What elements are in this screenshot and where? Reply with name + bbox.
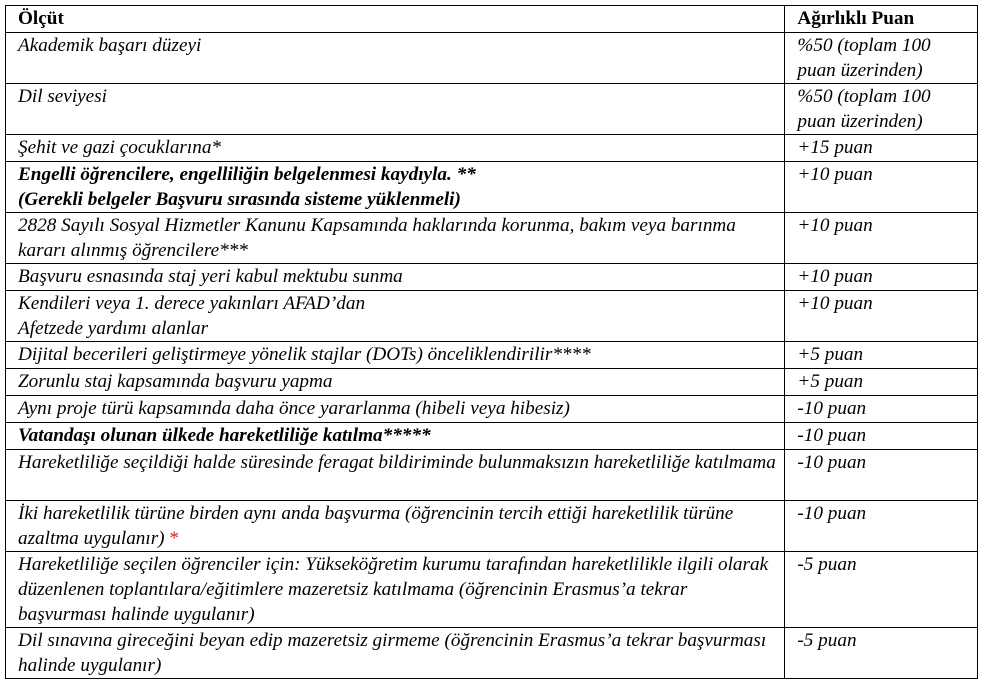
- criterion-text: İki hareketlilik türüne birden aynı anda başvurma (öğrencinin tercih ettiği hareketlilik türüne azaltma uygulanır): [18, 503, 734, 549]
- table-row: [6, 396, 978, 423]
- criterion-cell: Vatandaşı olunan ülkede hareketliliğe katılma*****: [6, 423, 785, 450]
- score-cell: -10 puan: [785, 450, 978, 501]
- table-row: [6, 501, 978, 552]
- score-cell: +10 puan: [785, 162, 978, 213]
- criterion-line-1: Kendileri veya 1. derece yakınları AFAD’dan: [18, 293, 366, 314]
- score-cell: +10 puan: [785, 291, 978, 342]
- criterion-line-1: Engelli öğrencilere, engelliliğin belgelenmesi kaydıyla. **: [18, 164, 476, 185]
- criterion-cell: Dil sınavına gireceğini beyan edip mazeretsiz girmeme (öğrencinin Erasmus’a tekrar başvurması halinde uygulanır): [6, 628, 785, 679]
- score-cell: -10 puan: [785, 396, 978, 423]
- table-row: [6, 423, 978, 450]
- criterion-cell: Dil seviyesi: [6, 84, 785, 135]
- criterion-cell: Hareketliliğe seçildiği halde süresinde feragat bildiriminde bulunmaksızın hareketliliğe katılmama: [6, 450, 785, 501]
- table-row: [6, 162, 978, 213]
- score-cell: +15 puan: [785, 135, 978, 162]
- criterion-cell: 2828 Sayılı Sosyal Hizmetler Kanunu Kapsamında haklarında korunma, bakım veya barınma kararı alınmış öğrencilere***: [6, 213, 785, 264]
- criterion-cell: Şehit ve gazi çocuklarına*: [6, 135, 785, 162]
- table-row: [6, 342, 978, 369]
- criterion-cell: [6, 162, 785, 213]
- score-cell: -5 puan: [785, 628, 978, 679]
- criterion-cell: Zorunlu staj kapsamında başvuru yapma: [6, 369, 785, 396]
- score-cell: +5 puan: [785, 342, 978, 369]
- criterion-cell: Akademik başarı düzeyi: [6, 33, 785, 84]
- table-row: [6, 291, 978, 342]
- criterion-cell: [6, 291, 785, 342]
- criteria-table: [5, 5, 978, 679]
- criterion-line-2: Afetzede yardımı alanlar: [18, 318, 209, 339]
- criterion-line-2: (Gerekli belgeler Başvuru sırasında sisteme yüklenmeli): [18, 189, 461, 210]
- criterion-cell: Aynı proje türü kapsamında daha önce yararlanma (hibeli veya hibesiz): [6, 396, 785, 423]
- score-cell: %50 (toplam 100 puan üzerinden): [785, 33, 978, 84]
- table-row: [6, 84, 978, 135]
- score-cell: -10 puan: [785, 423, 978, 450]
- score-cell: -10 puan: [785, 501, 978, 552]
- table-row: [6, 213, 978, 264]
- criterion-cell: [6, 501, 785, 552]
- criterion-cell: Dijital becerileri geliştirmeye yönelik stajlar (DOTs) önceliklendirilir****: [6, 342, 785, 369]
- score-cell: -5 puan: [785, 552, 978, 628]
- table-row: [6, 135, 978, 162]
- header-row: [6, 6, 978, 33]
- table-row: [6, 450, 978, 501]
- table-row: [6, 264, 978, 291]
- score-cell: +5 puan: [785, 369, 978, 396]
- red-asterisk-marker: *: [169, 528, 179, 549]
- table-row: [6, 552, 978, 628]
- header-weighted-score: Ağırlıklı Puan: [785, 6, 978, 33]
- table-row: [6, 33, 978, 84]
- criterion-cell: Hareketliliğe seçilen öğrenciler için: Yükseköğretim kurumu tarafından hareketlilikle ilgili olarak düzenlenen toplantılara/eğitimlere mazeretsiz katılmama (öğrencinin Erasmus’a tekrar başvurması halinde uygulanır): [6, 552, 785, 628]
- score-cell: %50 (toplam 100 puan üzerinden): [785, 84, 978, 135]
- table-row: [6, 369, 978, 396]
- header-criterion: Ölçüt: [6, 6, 785, 33]
- score-cell: +10 puan: [785, 213, 978, 264]
- score-cell: +10 puan: [785, 264, 978, 291]
- table-row: [6, 628, 978, 679]
- criterion-cell: Başvuru esnasında staj yeri kabul mektubu sunma: [6, 264, 785, 291]
